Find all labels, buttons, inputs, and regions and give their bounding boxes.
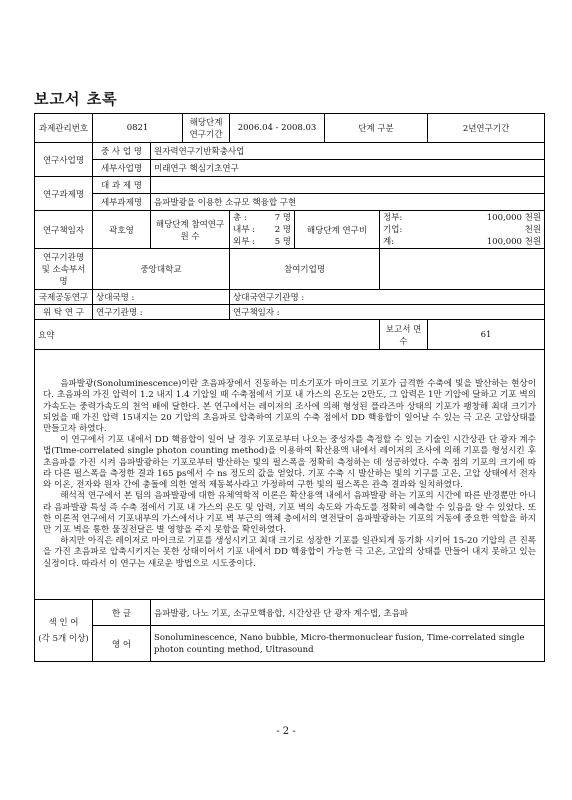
keywords-en-label: 영 어 xyxy=(93,626,151,662)
partner-value xyxy=(380,249,545,290)
consign-row xyxy=(35,305,545,320)
staff-counts xyxy=(230,211,295,249)
fund-label: 해당단계 연구비 xyxy=(295,211,380,249)
period-value: 2006.04 - 2008.03 xyxy=(230,114,325,143)
org-row xyxy=(35,249,545,290)
keywords-label: 색 인 어 xyxy=(48,617,79,628)
summary-paragraph-4: 하지만 아직은 레이저로 마이크로 기포를 생성시키고 최대 크기로 성장한 기포를 일관되게 동기화 시키어 15-20 기압의 큰 진폭을 가진 초음파로 압축시키지는 못한 상태이어서 기포 내에서 DD 핵융합이 가능한 극 고온, 고압의 상태를 만들어 내지 못하고 있는 실정이다. 따라서 이 연구는 새로운 방법으로 시도중이다. xyxy=(43,536,537,569)
fund-total: 100,000 천원 xyxy=(486,236,542,247)
staff-total-label: 총 : xyxy=(233,212,247,223)
stage-label: 단계 구분 xyxy=(325,114,428,143)
mgmt-value: 0821 xyxy=(93,114,183,143)
lead-label: 연구책임자 xyxy=(35,211,93,249)
detail-project-value: 미래연구 핵심기초연구 xyxy=(151,160,545,177)
mid-project-label: 중 사 업 명 xyxy=(93,143,151,160)
project-row-mid xyxy=(35,143,545,160)
consign-lead: 연구책임자 : xyxy=(230,305,545,320)
keywords-en-row xyxy=(35,626,545,662)
sub-task-label: 세부과제명 xyxy=(93,194,151,211)
org-value: 중앙대학교 xyxy=(93,249,230,290)
keywords-ko-label: 한 글 xyxy=(93,600,151,626)
partner-label: 참여기업명 xyxy=(230,249,380,290)
fund-gov-label: 정부: xyxy=(383,212,403,223)
large-task-value xyxy=(151,177,545,194)
keywords-sublabel: (각 5개 이상) xyxy=(38,633,89,644)
staff-in: 2 명 xyxy=(274,224,292,235)
keywords-en: Sonoluminescence, Nano bubble, Micro-thermonuclear fusion, Time-correlated single photon counting method, Ultrasound xyxy=(151,626,545,662)
org-label: 연구기관명 및 소속부서명 xyxy=(35,249,93,290)
fund-corp-label: 기업: xyxy=(383,224,403,235)
summary-paragraph-3: 해석적 연구에서 본 팀의 음파발광에 대한 유체역학적 이론은 확산용액 내에서 음파발광 하는 기포의 시간에 따른 반경뿐만 아니라 음파발광 특성 즉 수축 점에서 기포 내 가스의 온도 및 압력, 기포 벽의 속도와 가속도를 정확히 예측할 수 있음을 알 수 있었다. 또한 이론적 연구에서 기포내부의 가스에서나 기포 벽 부근의 액체 층에서의 열전달이 음파발광하는 기포의 거동에 중요한 역할을 하지만 기포 벽을 통한 물질전달은 별 영향을 주지 못함을 확인하였다. xyxy=(43,491,537,535)
staff-label: 해당단계 참여연구원 수 xyxy=(151,211,230,249)
sub-task-value: 음파발광을 이용한 소규모 핵융합 구현 xyxy=(151,194,545,211)
summary-text xyxy=(35,350,545,600)
intl-country: 상대국명 : xyxy=(93,290,230,305)
summary-paragraph-2: 이 연구에서 기포 내에서 DD 핵융합이 일어 날 경우 기포로부터 나오는 중성자를 측정할 수 있는 기술인 시간상관 단 광자 계수법(Time-correlated single photon counting method)을 이용하여 확산용액 내에서 레이저의 조사에 의해 기포를 형성시킨 후 초음파를 가진 시켜 음파발광하는 기포로부터 발산하는 빛의 펄스폭을 정확히 측정하는 데 성공하였다. 수축 점의 기포의 크기에 따라 다른 펄스폭을 측정한 결과 165 ps에서 수 ns 정도의 값을 얻었다. 기포 수축 시 발산하는 빛의 기구를 고온, 고압 상태에서 전자와 이온, 전자와 원자 간에 충돌에 의한 열적 제동복사라고 가정하여 구한 빛의 펄스폭은 관측 결과와 일치하였다. xyxy=(43,435,537,491)
pages-label: 보고서 면수 xyxy=(380,320,428,350)
summary-row xyxy=(35,350,545,600)
keywords-label-cell xyxy=(35,600,93,662)
fund-corp: 천원 xyxy=(524,224,542,235)
intl-row xyxy=(35,290,545,305)
task-row-sub xyxy=(35,194,545,211)
lead-row xyxy=(35,211,545,249)
task-row-large xyxy=(35,177,545,194)
fund-gov: 100,000 천원 xyxy=(486,212,542,223)
mid-project-value: 원자력연구기반확충사업 xyxy=(151,143,545,160)
staff-total: 7 명 xyxy=(274,212,292,223)
consign-org: 연구기관명 : xyxy=(93,305,230,320)
abstract-label: 요약 xyxy=(35,320,380,350)
period-label: 해당단계 연구기간 xyxy=(183,114,230,143)
project-row-detail xyxy=(35,160,545,177)
stage-value: 2년연구기간 xyxy=(428,114,545,143)
project-label: 연구사업명 xyxy=(35,143,93,177)
task-label: 연구과제명 xyxy=(35,177,93,211)
keywords-ko-row xyxy=(35,600,545,626)
staff-in-label: 내부 : xyxy=(233,224,256,235)
page-number: - 2 - xyxy=(276,726,296,737)
keywords-ko: 음파발광, 나노 기포, 소규모핵융합, 시간상관 단 광자 계수법, 초음파 xyxy=(151,600,545,626)
staff-out: 5 명 xyxy=(274,236,292,247)
detail-project-label: 세부사업명 xyxy=(93,160,151,177)
mgmt-label: 과제관리번호 xyxy=(35,114,93,143)
mgmt-row xyxy=(35,114,545,143)
pages-value: 61 xyxy=(428,320,545,350)
large-task-label: 대 과 제 명 xyxy=(93,177,151,194)
page-title: 보고서 초록 xyxy=(34,90,118,108)
fund-amounts xyxy=(380,211,545,249)
fund-total-label: 계: xyxy=(383,236,395,247)
intl-label: 국제공동연구 xyxy=(35,290,93,305)
report-abstract-table xyxy=(34,113,545,662)
intl-org: 상대국연구기관명 : xyxy=(230,290,545,305)
staff-out-label: 외부 : xyxy=(233,236,256,247)
lead-name: 곽호영 xyxy=(93,211,151,249)
abstract-header-row xyxy=(35,320,545,350)
summary-paragraph-1: 음파발광(Sonoluminescence)이란 초음파장에서 진동하는 미소기포가 마이크로 기포가 급격한 수축에 빛을 발산하는 현상이다. 초음파의 가진 압력이 1.2 내지 1.4 기압일 때 수축점에서 기포 내 가스의 온도는 2만도, 그 압력은 1만 기압에 달하고 기포 벽의 가속도는 중력가속도의 천억 배에 달한다. 본 연구에서는 레이저의 조사에 의해 형성된 플라즈마 상태의 기포가 팽창해 최대 크기가 되었을 때 가진 압력 15내지는 20 기압의 초음파로 압축하여 기포의 수축 점에서 DD 핵융합이 일어날 수 있는 극 고온 고압상태를 만들고자 하였다. xyxy=(43,379,537,435)
consign-label: 위 탁 연 구 xyxy=(35,305,93,320)
